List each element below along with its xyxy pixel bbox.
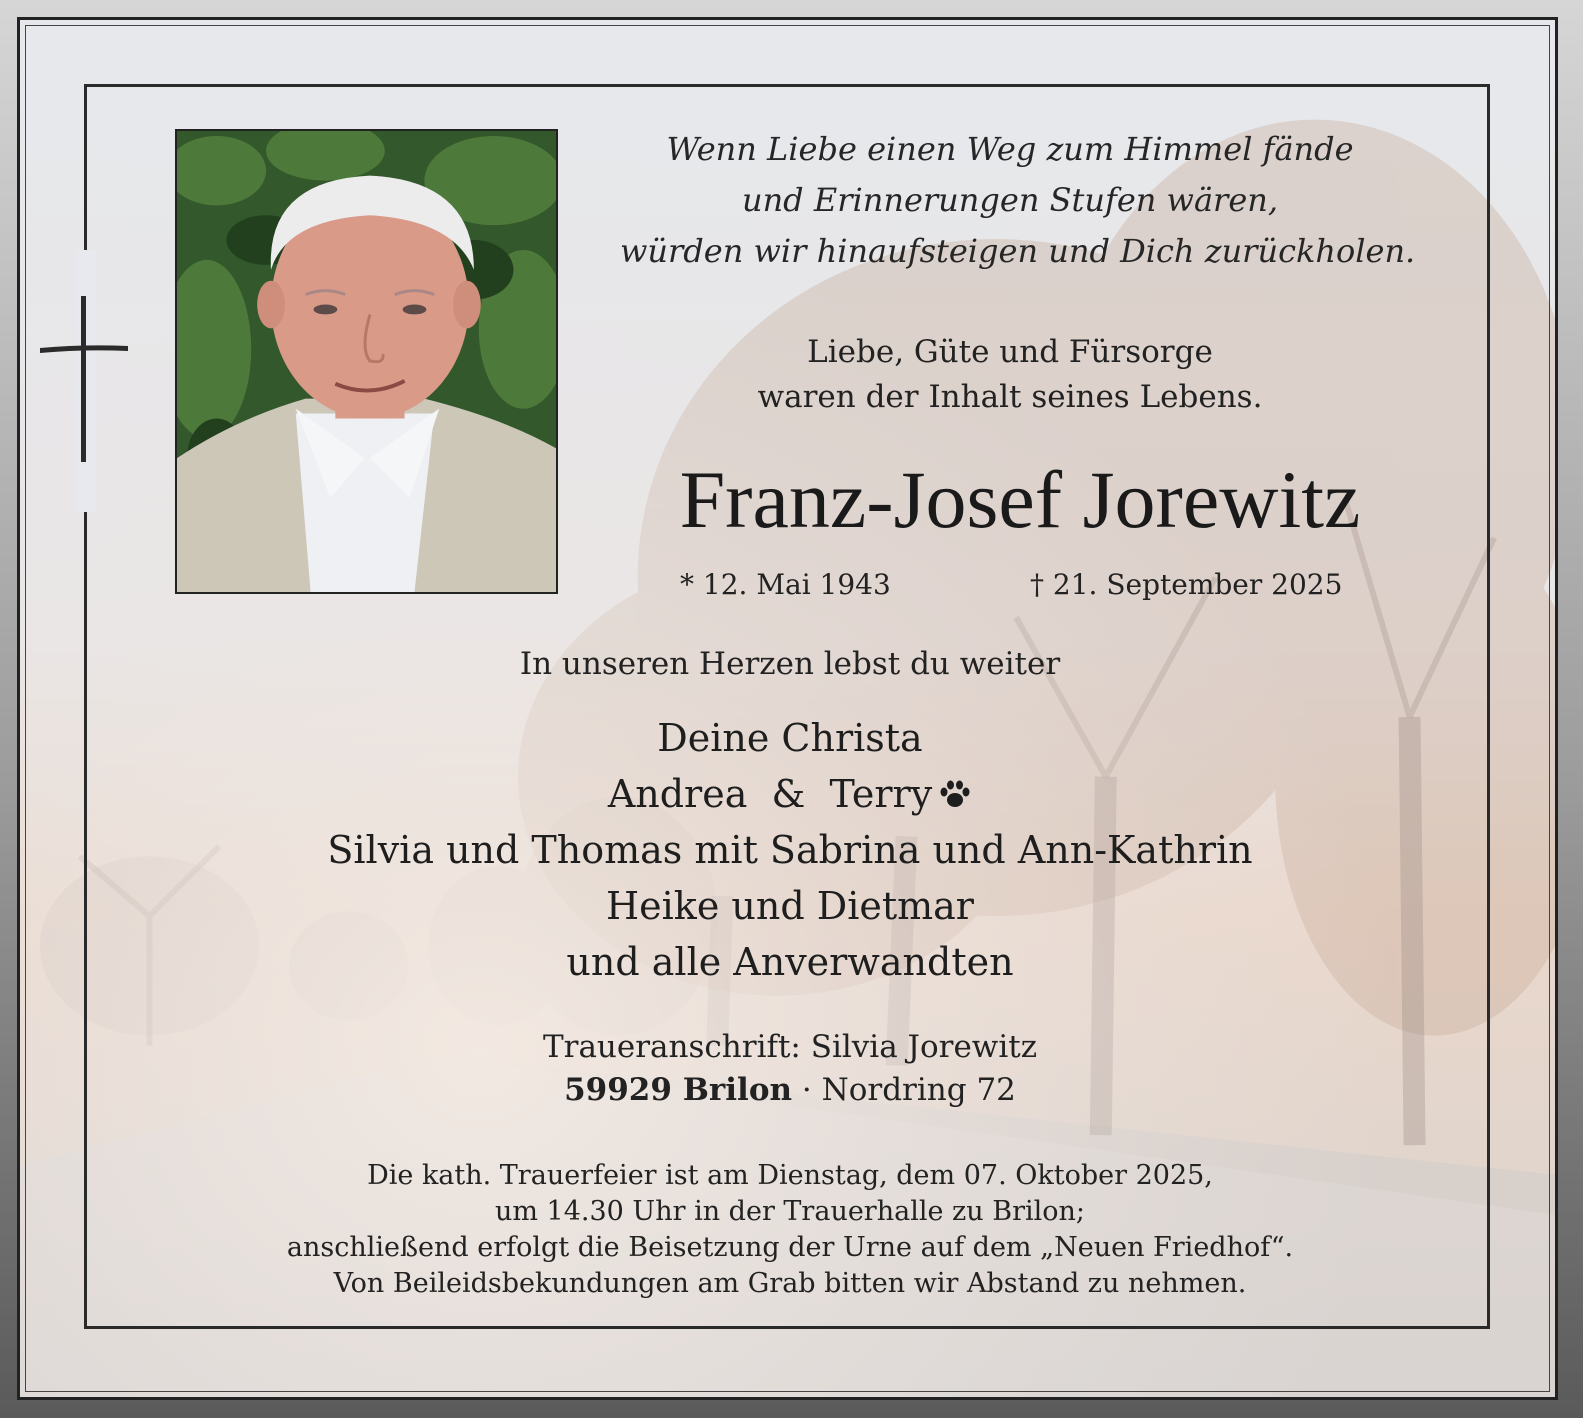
- portrait-photo: [175, 129, 558, 594]
- cross-icon: [40, 296, 128, 462]
- deceased-name: Franz-Josef Jorewitz: [679, 454, 1361, 545]
- service-line: Die kath. Trauerfeier ist am Dienstag, dem 07. Oktober 2025,: [367, 1160, 1213, 1191]
- poem-line: und Erinnerungen Stufen wären,: [741, 181, 1279, 219]
- mourner-line-with-paw: [280, 766, 1300, 822]
- mourner-line: Andrea & Terry: [607, 772, 933, 816]
- hearts-line: In unseren Herzen lebst du weiter: [519, 646, 1061, 682]
- poem-line: Wenn Liebe einen Weg zum Himmel fände: [666, 130, 1354, 168]
- address-separator: ·: [792, 1072, 822, 1108]
- mourner-line: und alle Anverwandten: [566, 940, 1014, 984]
- paw-icon: [938, 777, 972, 811]
- death-date: † 21. September 2025: [1030, 568, 1343, 601]
- obituary-card: [17, 17, 1558, 1400]
- mourner-line: Deine Christa: [657, 716, 923, 760]
- address-line: [460, 1069, 1120, 1112]
- poem-line: würden wir hinaufsteigen und Dich zurückholen.: [620, 232, 1416, 270]
- service-line: anschließend erfolgt die Beisetzung der Urne auf dem „Neuen Friedhof“.: [286, 1232, 1294, 1263]
- motto-line: Liebe, Güte und Fürsorge: [807, 334, 1213, 370]
- motto: [700, 330, 1320, 420]
- poem: [620, 124, 1416, 277]
- mourner-line: Silvia und Thomas mit Sabrina und Ann-Kathrin: [327, 828, 1253, 872]
- service-line: Von Beileidsbekundungen am Grab bitten wir Abstand zu nehmen.: [333, 1268, 1247, 1299]
- mourners-list: [280, 710, 1300, 990]
- birth-date: * 12. Mai 1943: [680, 568, 891, 601]
- address-street: Nordring 72: [821, 1072, 1016, 1108]
- service-line: um 14.30 Uhr in der Trauerhalle zu Brilon;: [494, 1196, 1085, 1227]
- motto-line: waren der Inhalt seines Lebens.: [757, 379, 1263, 415]
- address-city: 59929 Brilon: [564, 1072, 793, 1108]
- address-label: Traueranschrift: Silvia Jorewitz: [542, 1029, 1038, 1065]
- mourner-line: Heike und Dietmar: [606, 884, 974, 928]
- mourning-address: [460, 1026, 1120, 1112]
- funeral-service-info: [240, 1158, 1340, 1302]
